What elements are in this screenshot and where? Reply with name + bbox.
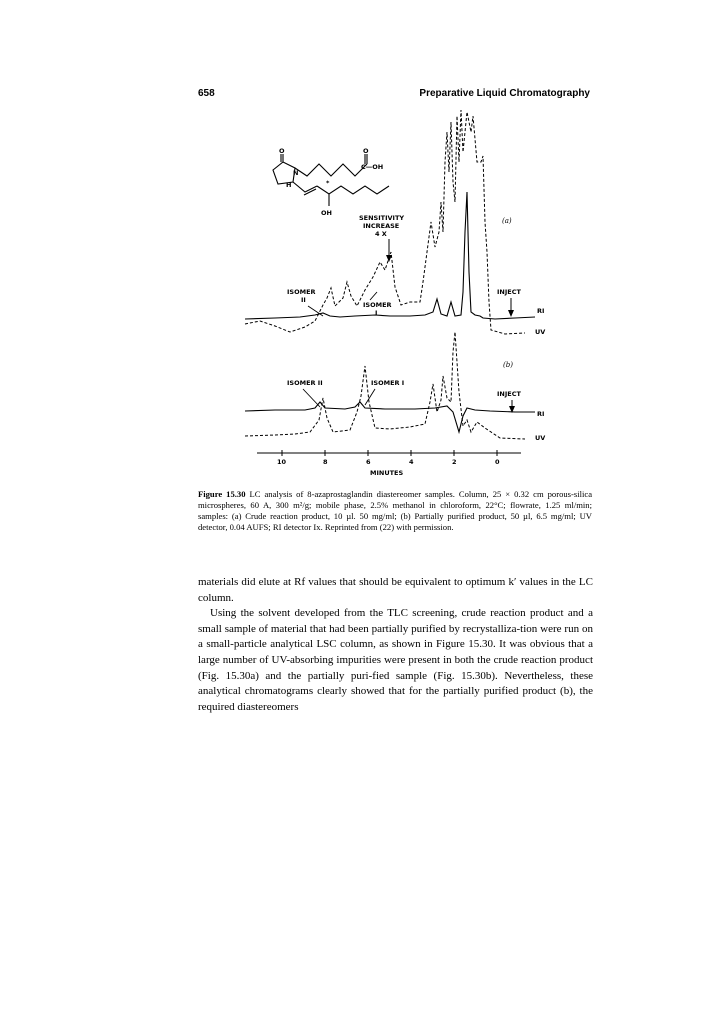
x-axis [257,450,521,456]
x-tick-labels [277,458,500,466]
inject-a-label: INJECT [497,288,521,296]
lactam-ring [273,162,295,184]
uv-a-label: UV [535,328,546,336]
hydrogen-label: H [286,181,292,189]
nitrogen-label: N [293,169,299,177]
panel-b-ri-trace [245,402,535,432]
chiral-star-label: * [326,179,330,187]
chromatogram-figure [215,102,615,482]
acid-chain [295,164,367,176]
panel-a-label: (a) [502,217,512,225]
isomer1-b-label: ISOMER I [371,379,405,387]
figure-caption [198,489,592,533]
isomer2-b-label: ISOMER II [287,379,323,387]
acid-oxygen-label: O [363,147,369,155]
tick-label-6: 6 [366,458,371,466]
paragraph-1: materials did elute at Rf values that should be equivalent to optimum k′ values in the LC column. [198,576,593,604]
hydroxyl-label: OH [321,209,332,217]
molecule-structure [273,154,389,206]
running-title: Preparative Liquid Chromatography [419,88,590,99]
x-axis-label: MINUTES [370,469,404,477]
sensitivity-label-line2: INCREASE [363,222,400,230]
figure-label: Figure 15.30 [198,489,246,499]
caption-text: LC analysis of 8-azaprostaglandin diastereomer samples. Column, 25 × 0.32 cm porous-silica microspheres, 60 A, 300 m²/g; mobile phase, 2.5% methanol in chloroform, 22°C; flowrate, 1.25 ml/min; samples: (a) Crude reaction product, 10 µl. 50 mg/ml; (b) Partially purified product, 50 µl, 6.5 mg/ml; UV detector, 0.04 AUFS; RI detector Ix. Reprinted from (22) with permission. [198,489,593,533]
isomer1-a-line1: ISOMER [363,301,392,309]
sensitivity-label-line3: 4 X [375,230,387,238]
isomer2-a-line2: II [301,296,306,304]
page-number: 658 [198,88,215,99]
figure-15-30 [215,102,615,482]
tick-label-4: 4 [409,458,414,466]
tick-label-8: 8 [323,458,328,466]
ri-b-label: RI [537,410,545,418]
inject-b-label: INJECT [497,390,521,398]
isomer1-a-line2: I [375,309,378,317]
ring-oxygen-label: O [279,147,285,155]
sensitivity-label-line1: SENSITIVITY [359,214,405,222]
ri-a-label: RI [537,307,545,315]
tick-label-2: 2 [452,458,457,466]
tick-label-0: 0 [495,458,500,466]
alkyl-chain [317,186,389,194]
body-text [198,575,593,715]
panel-b-label: (b) [503,361,513,369]
acid-oh-label: C—OH [361,163,384,171]
tick-label-10: 10 [277,458,287,466]
paragraph-2: Using the solvent developed from the TLC screening, crude reaction product and a small sample of material that had been partially purified by recrystalliza-tion were run on a small-particle analytical LSC column, as shown in Figure 15.30. It was obvious that a large number of UV-absorbing impurities were present in both the crude reaction product (Fig. 15.30a) and the partially puri-fied sample (Fig. 15.30b). Nevertheless, these analytical chromatograms clearly showed that for the partially purified product (b), the required diastereomers [198,607,593,713]
uv-b-label: UV [535,434,546,442]
isomer2-a-line1: ISOMER [287,288,316,296]
